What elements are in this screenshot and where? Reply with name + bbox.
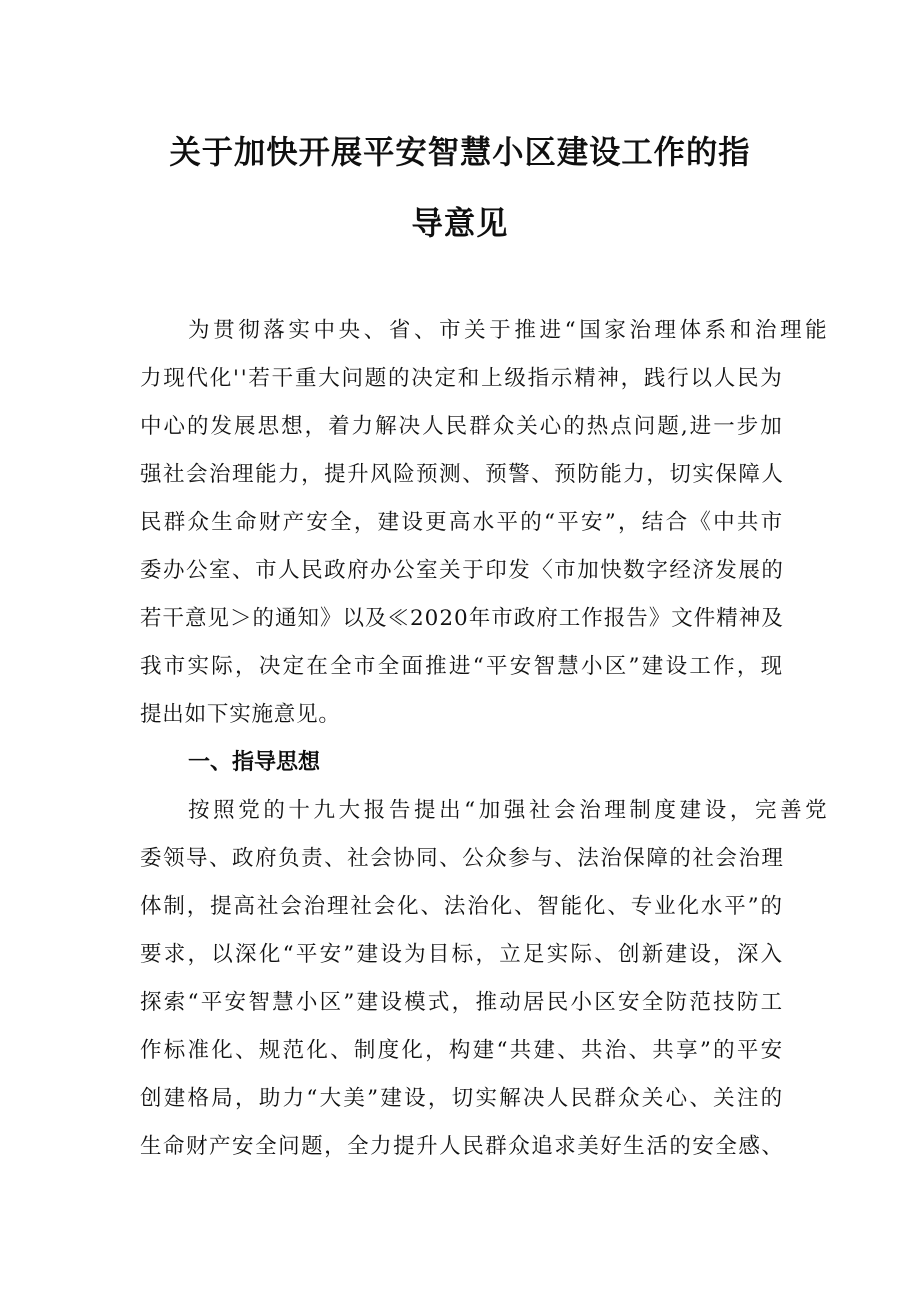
- paragraph-line: 体制，提高社会治理社会化、法治化、智能化、专业化水平”的: [140, 894, 784, 919]
- paragraph-line: 生命财产安全问题，全力提升人民群众追求美好生活的安全感、: [140, 1134, 785, 1159]
- paragraph-line: 力现代化''若干重大问题的决定和上级指示精神，践行以人民为: [140, 366, 784, 391]
- paragraph-line: 为贯彻落实中央、省、市关于推进“国家治理体系和治理能: [188, 318, 831, 343]
- paragraph-line: 强社会治理能力，提升风险预测、预警、预防能力，切实保障人: [140, 462, 785, 487]
- document-title-line-2: 导意见: [411, 204, 509, 242]
- paragraph-line: 探索“平安智慧小区”建设模式，推动居民小区安全防范技防工: [140, 990, 785, 1015]
- paragraph-line: 委领导、政府负责、社会协同、公众参与、法治保障的社会治理: [140, 846, 785, 871]
- paragraph-line: 作标准化、规范化、制度化，构建“共建、共治、共享”的平安: [140, 1038, 785, 1063]
- paragraph-line: 委办公室、市人民政府办公室关于印发〈市加快数字经济发展的: [140, 558, 785, 583]
- paragraph-line: 民群众生命财产安全，建设更高水平的“平安”，结合《中共市: [140, 510, 785, 535]
- paragraph-line: 我市实际，决定在全市全面推进“平安智慧小区”建设工作，现: [140, 654, 785, 679]
- section-heading-guiding-ideology: 一、指导思想: [188, 750, 321, 775]
- document-title-line-1: 关于加快开展平安智慧小区建设工作的指: [169, 133, 751, 171]
- paragraph-line: 要求，以深化“平安”建设为目标，立足实际、创新建设，深入: [140, 942, 785, 967]
- paragraph-line: 中心的发展思想，着力解决人民群众关心的热点问题,进一步加: [140, 414, 784, 439]
- paragraph-line: 创建格局，助力“大美”建设，切实解决人民群众关心、关注的: [140, 1086, 785, 1111]
- paragraph-line: 提出如下实施意见。: [140, 702, 341, 727]
- paragraph-line: 按照党的十九大报告提出“加强社会治理制度建设，完善党: [188, 798, 831, 823]
- paragraph-line: 若干意见＞的通知》以及≪2020年市政府工作报告》文件精神及: [140, 606, 784, 631]
